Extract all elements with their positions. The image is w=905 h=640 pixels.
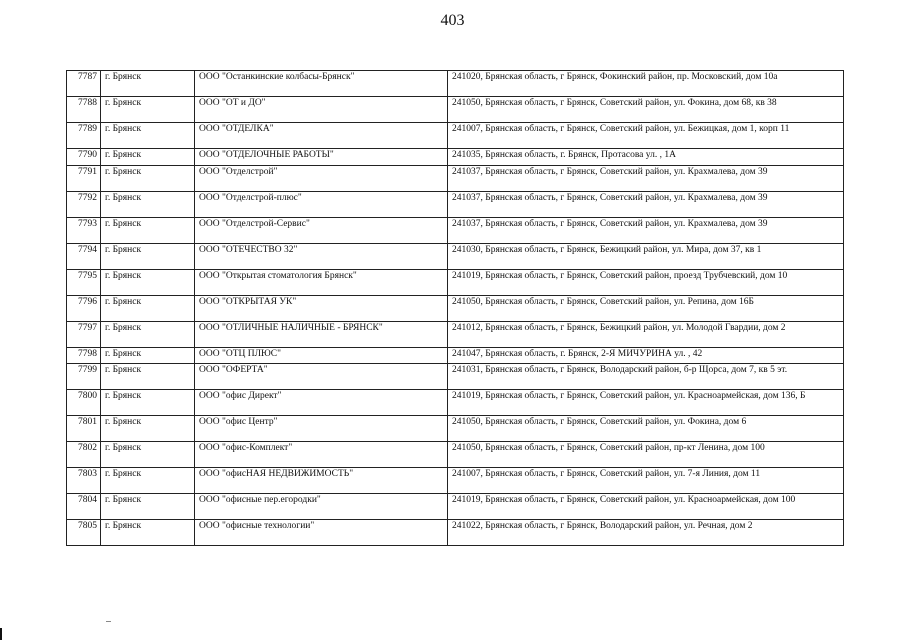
address-cell: 241007, Брянская область, г Брянск, Советский район, ул. Бежицкая, дом 1, корп 11 <box>448 123 844 149</box>
organization-cell: ООО "офис Центр" <box>195 416 448 442</box>
row-number: 7790 <box>67 149 101 166</box>
table-row <box>67 244 844 270</box>
address-cell: 241022, Брянская область, г Брянск, Володарский район, ул. Речная, дом 2 <box>448 520 844 546</box>
row-number: 7800 <box>67 390 101 416</box>
registry-table <box>66 70 844 546</box>
table-row <box>67 71 844 97</box>
table-row <box>67 416 844 442</box>
row-number: 7788 <box>67 97 101 123</box>
address-cell: 241037, Брянская область, г Брянск, Советский район, ул. Крахмалева, дом 39 <box>448 192 844 218</box>
row-number: 7789 <box>67 123 101 149</box>
row-number: 7803 <box>67 468 101 494</box>
city-cell: г. Брянск <box>101 442 195 468</box>
address-cell: 241037, Брянская область, г Брянск, Советский район, ул. Крахмалева, дом 39 <box>448 218 844 244</box>
table-row <box>67 442 844 468</box>
row-number: 7797 <box>67 322 101 348</box>
city-cell: г. Брянск <box>101 192 195 218</box>
address-cell: 241031, Брянская область, г Брянск, Володарский район, б-р Щорса, дом 7, кв 5 эт. <box>448 364 844 390</box>
city-cell: г. Брянск <box>101 97 195 123</box>
row-number: 7799 <box>67 364 101 390</box>
address-cell: 241019, Брянская область, г Брянск, Советский район, ул. Красноармейская, дом 100 <box>448 494 844 520</box>
city-cell: г. Брянск <box>101 348 195 364</box>
city-cell: г. Брянск <box>101 244 195 270</box>
row-number: 7787 <box>67 71 101 97</box>
organization-cell: ООО "офис-Комплект" <box>195 442 448 468</box>
row-number: 7798 <box>67 348 101 364</box>
address-cell: 241030, Брянская область, г Брянск, Бежицкий район, ул. Мира, дом 37, кв 1 <box>448 244 844 270</box>
table-row <box>67 390 844 416</box>
page-number: 403 <box>440 12 465 29</box>
address-cell: 241050, Брянская область, г Брянск, Советский район, ул. Фокина, дом 68, кв 38 <box>448 97 844 123</box>
row-number: 7792 <box>67 192 101 218</box>
organization-cell: ООО "офисНАЯ НЕДВИЖИМОСТЬ" <box>195 468 448 494</box>
address-cell: 241050, Брянская область, г Брянск, Советский район, пр-кт Ленина, дом 100 <box>448 442 844 468</box>
city-cell: г. Брянск <box>101 416 195 442</box>
row-number: 7802 <box>67 442 101 468</box>
scan-artifact <box>106 621 111 622</box>
row-number: 7805 <box>67 520 101 546</box>
organization-cell: ООО "ОТКРЫТАЯ УК" <box>195 296 448 322</box>
table-row <box>67 149 844 166</box>
table-row <box>67 348 844 364</box>
organization-cell: ООО "Открытая стоматология Брянск" <box>195 270 448 296</box>
city-cell: г. Брянск <box>101 322 195 348</box>
organization-cell: ООО "Останкинские колбасы-Брянск" <box>195 71 448 97</box>
address-cell: 241020, Брянская область, г Брянск, Фокинский район, пр. Московский, дом 10а <box>448 71 844 97</box>
organization-cell: ООО "ОТЛИЧНЫЕ НАЛИЧНЫЕ - БРЯНСК" <box>195 322 448 348</box>
organization-cell: ООО "офисные пер.егородки" <box>195 494 448 520</box>
table-row <box>67 166 844 192</box>
margin-mark <box>0 628 2 640</box>
address-cell: 241037, Брянская область, г Брянск, Советский район, ул. Крахмалева, дом 39 <box>448 166 844 192</box>
row-number: 7791 <box>67 166 101 192</box>
city-cell: г. Брянск <box>101 468 195 494</box>
row-number: 7796 <box>67 296 101 322</box>
table-row <box>67 270 844 296</box>
city-cell: г. Брянск <box>101 390 195 416</box>
row-number: 7794 <box>67 244 101 270</box>
city-cell: г. Брянск <box>101 123 195 149</box>
table-row <box>67 494 844 520</box>
table-row <box>67 468 844 494</box>
organization-cell: ООО "Отделстрой" <box>195 166 448 192</box>
city-cell: г. Брянск <box>101 520 195 546</box>
row-number: 7801 <box>67 416 101 442</box>
table-row <box>67 364 844 390</box>
table-row <box>67 218 844 244</box>
table-row <box>67 322 844 348</box>
address-cell: 241007, Брянская область, г Брянск, Советский район, ул. 7-я Линия, дом 11 <box>448 468 844 494</box>
address-cell: 241019, Брянская область, г Брянск, Советский район, ул. Красноармейская, дом 136, Б <box>448 390 844 416</box>
address-cell: 241019, Брянская область, г Брянск, Советский район, проезд Трубчевский, дом 10 <box>448 270 844 296</box>
city-cell: г. Брянск <box>101 71 195 97</box>
table-row <box>67 123 844 149</box>
address-cell: 241050, Брянская область, г Брянск, Советский район, ул. Репина, дом 16Б <box>448 296 844 322</box>
table-row <box>67 296 844 322</box>
address-cell: 241012, Брянская область, г Брянск, Бежицкий район, ул. Молодой Гвардии, дом 2 <box>448 322 844 348</box>
address-cell: 241035, Брянская область, г. Брянск, Протасова ул. , 1А <box>448 149 844 166</box>
organization-cell: ООО "ОТДЕЛКА" <box>195 123 448 149</box>
city-cell: г. Брянск <box>101 494 195 520</box>
table-row <box>67 192 844 218</box>
organization-cell: ООО "ОФЕРТА" <box>195 364 448 390</box>
city-cell: г. Брянск <box>101 364 195 390</box>
city-cell: г. Брянск <box>101 270 195 296</box>
organization-cell: ООО "ОТДЕЛОЧНЫЕ РАБОТЫ" <box>195 149 448 166</box>
organization-cell: ООО "ОТЦ ПЛЮС" <box>195 348 448 364</box>
organization-cell: ООО "офисные технологии" <box>195 520 448 546</box>
organization-cell: ООО "офис Директ" <box>195 390 448 416</box>
city-cell: г. Брянск <box>101 296 195 322</box>
organization-cell: ООО "Отделстрой-Сервис" <box>195 218 448 244</box>
address-cell: 241047, Брянская область, г. Брянск, 2-Я МИЧУРИНА ул. , 42 <box>448 348 844 364</box>
organization-cell: ООО "Отделстрой-плюс" <box>195 192 448 218</box>
city-cell: г. Брянск <box>101 149 195 166</box>
city-cell: г. Брянск <box>101 218 195 244</box>
city-cell: г. Брянск <box>101 166 195 192</box>
address-cell: 241050, Брянская область, г Брянск, Советский район, ул. Фокина, дом 6 <box>448 416 844 442</box>
table-row <box>67 520 844 546</box>
organization-cell: ООО "ОТЕЧЕСТВО 32" <box>195 244 448 270</box>
row-number: 7793 <box>67 218 101 244</box>
row-number: 7804 <box>67 494 101 520</box>
table-row <box>67 97 844 123</box>
organization-cell: ООО "ОТ и ДО" <box>195 97 448 123</box>
row-number: 7795 <box>67 270 101 296</box>
